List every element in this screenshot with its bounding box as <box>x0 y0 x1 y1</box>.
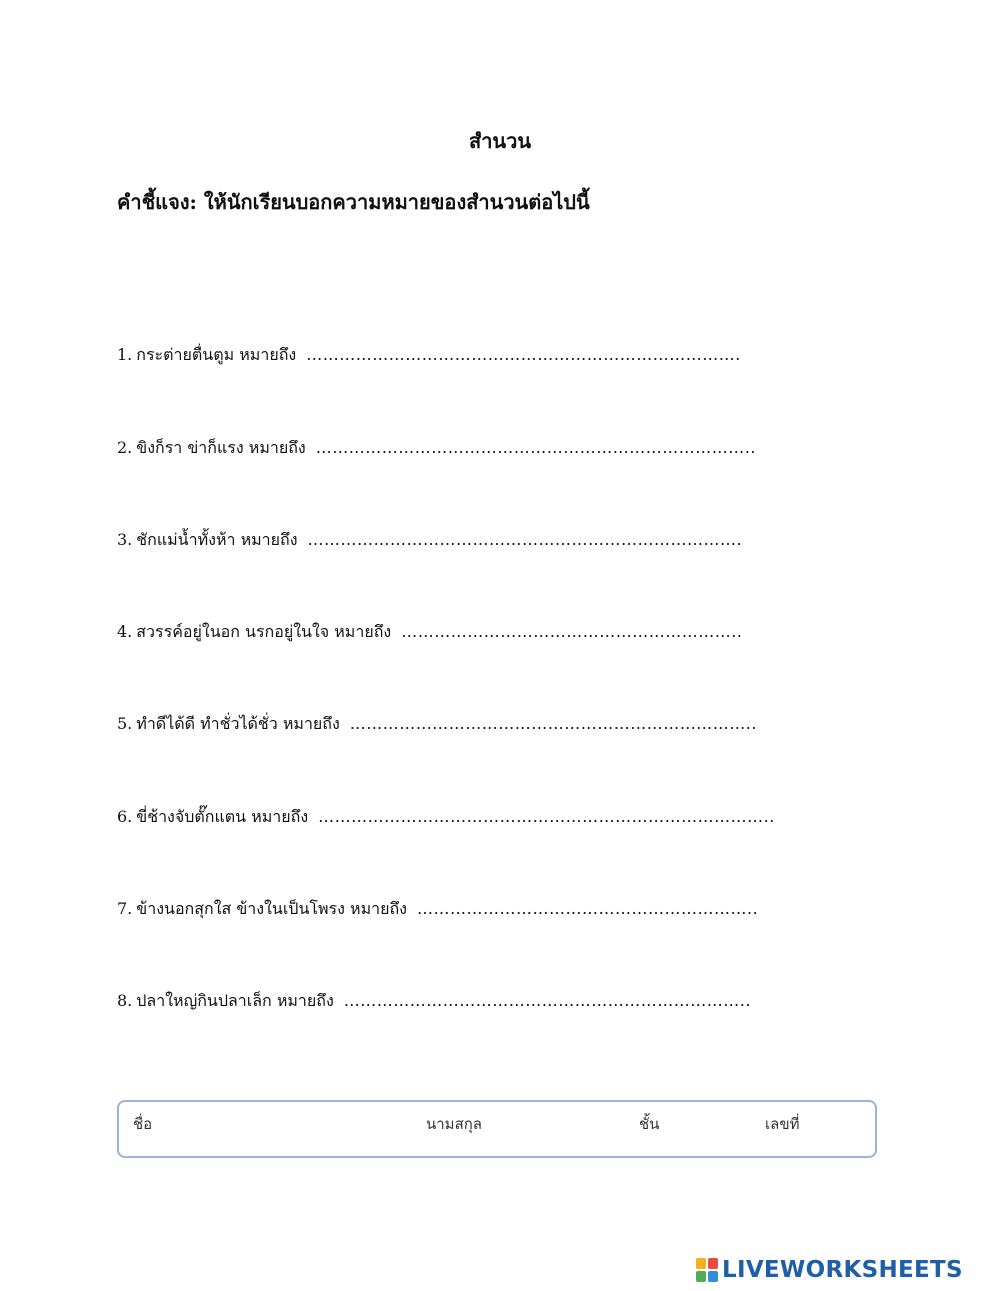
worksheet-title: สำนวน <box>468 129 531 153</box>
liveworksheets-logo-icon <box>696 1258 718 1282</box>
question-item <box>117 712 757 736</box>
question-text: ทำดีได้ดี ทำชั่วได้ชั่ว หมายถึง <box>136 714 340 733</box>
question-number: 6. <box>117 807 133 826</box>
class-label: ชั้น <box>639 1115 660 1133</box>
question-text: ขิงก็รา ข่าก็แรง หมายถึง <box>136 438 306 457</box>
answer-blank[interactable]: ……………………………………………………………………. <box>306 345 741 364</box>
answer-blank[interactable]: ……………………………………………………………………….. <box>318 807 775 826</box>
liveworksheets-brand <box>696 1256 963 1284</box>
question-number: 8. <box>117 991 133 1010</box>
question-number: 1. <box>117 345 133 364</box>
question-item <box>117 897 758 921</box>
answer-blank[interactable]: …………………………………………………….. <box>401 622 743 641</box>
question-number: 4. <box>117 622 133 641</box>
question-item <box>117 436 756 460</box>
student-number-label: เลขที่ <box>765 1115 800 1133</box>
question-item <box>117 989 751 1013</box>
question-text: สวรรค์อยู่ในอก นรกอยู่ในใจ หมายถึง <box>136 622 392 641</box>
answer-blank[interactable]: ……………………………………………………………….. <box>343 991 751 1010</box>
question-number: 5. <box>117 714 133 733</box>
question-text: ข้างนอกสุกใส ข้างในเป็นโพรง หมายถึง <box>136 899 407 918</box>
question-item <box>117 343 741 367</box>
question-item <box>117 528 742 552</box>
student-info-box <box>117 1100 877 1158</box>
surname-label: นามสกุล <box>426 1115 482 1133</box>
brand-wordmark: LIVEWORKSHEETS <box>722 1257 963 1283</box>
answer-blank[interactable]: ……………………………………………………………….. <box>349 714 757 733</box>
question-text: ปลาใหญ่กินปลาเล็ก หมายถึง <box>136 991 334 1010</box>
name-label: ชื่อ <box>133 1115 153 1133</box>
question-text: ขี่ช้างจับตั๊กแตน หมายถึง <box>136 807 309 826</box>
answer-blank[interactable]: …………………………………………………………………….. <box>315 438 756 457</box>
question-text: ชักแม่น้ำทั้งห้า หมายถึง <box>136 530 298 549</box>
question-item <box>117 620 742 644</box>
question-text: กระต่ายตื่นตูม หมายถึง <box>136 345 297 364</box>
instruction-text: คำชี้แจง: ให้นักเรียนบอกความหมายของสำนวนต่อไปนี้ <box>117 190 590 214</box>
answer-blank[interactable]: …………………………………………………….. <box>416 899 759 918</box>
question-item <box>117 805 775 829</box>
question-number: 2. <box>117 438 133 457</box>
question-number: 3. <box>117 530 133 549</box>
answer-blank[interactable]: ……………………………………………………………………. <box>307 530 743 549</box>
question-number: 7. <box>117 899 133 918</box>
